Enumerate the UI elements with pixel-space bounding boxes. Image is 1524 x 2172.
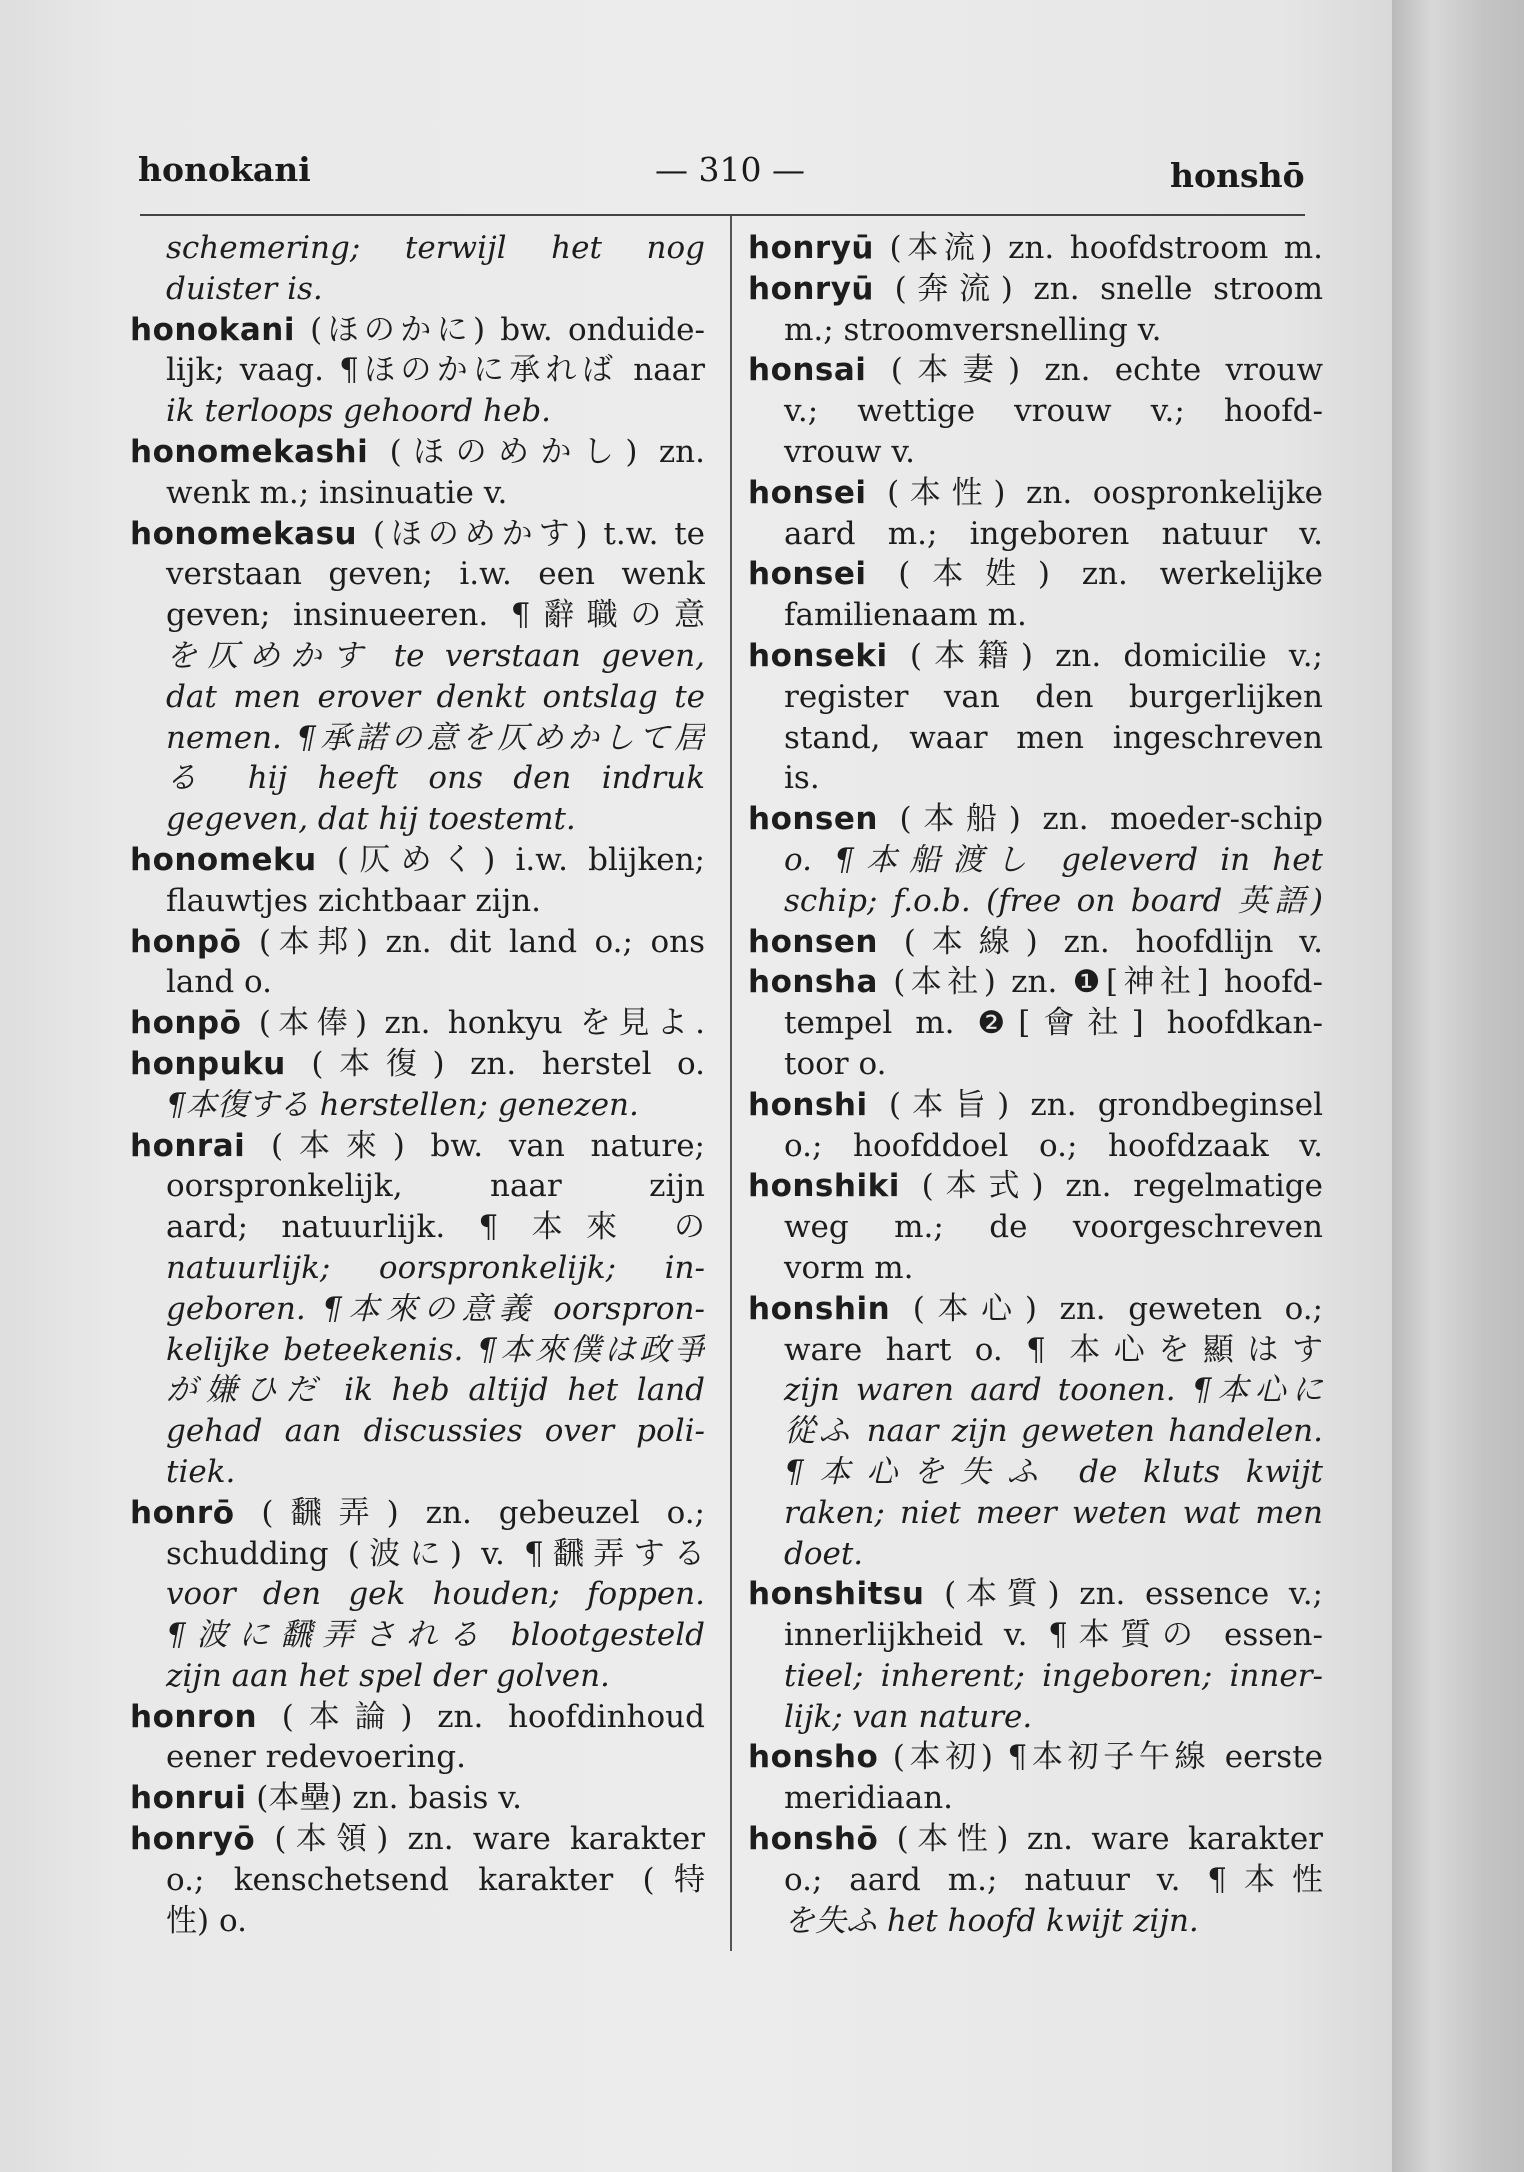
entry-text-line — [130, 677, 705, 718]
entry-text-line — [748, 840, 1323, 881]
entry-headword-line — [130, 1697, 705, 1738]
definition-text: (本旨) zn. grondbeginsel — [867, 1086, 1323, 1123]
headword: honsai — [748, 352, 867, 389]
definition-text: o. ¶本船渡し geleverd in het — [784, 841, 1323, 878]
definition-text: eener redevoering. — [166, 1739, 466, 1776]
definition-text: zijn aan het spel der golven. — [166, 1657, 610, 1694]
definition-text: nemen. ¶承諾の意を仄めかして居 — [166, 719, 705, 756]
headword: honshin — [748, 1290, 891, 1327]
definition-text: tieel; inherent; ingeboren; inner- — [784, 1657, 1323, 1694]
header-last-entry: honshō — [1170, 156, 1305, 195]
entry-text-line — [130, 1248, 705, 1289]
headword: honrui — [130, 1780, 247, 1817]
definition-text: (本籍) zn. domicilie v.; — [887, 637, 1323, 674]
definition-text: (本式) zn. regelmatige — [899, 1168, 1323, 1205]
entry-text-line — [130, 1615, 705, 1656]
definition-text: (本流) zn. hoofdstroom m. — [874, 230, 1323, 266]
definition-text: (奔流) zn. snelle stroom — [874, 270, 1323, 307]
definition-text: る hij heeft ons den indruk — [166, 760, 705, 797]
entry-headword-line — [130, 1044, 705, 1085]
entry-headword-line — [130, 1819, 705, 1860]
definition-text: (本姓) zn. werkelijke — [866, 556, 1323, 593]
headword: honshitsu — [748, 1576, 925, 1613]
definition-text: (ほのかに) bw. onduide- — [294, 311, 705, 348]
entry-text-line — [130, 1207, 705, 1248]
definition-text: ware hart o. ¶ 本心を顯はす — [784, 1331, 1323, 1368]
entry-text-line — [748, 1207, 1323, 1248]
definition-text: schemering; terwijl het nog — [166, 230, 705, 266]
definition-text: (本論) zn. hoofdinhoud — [257, 1698, 705, 1735]
entry-text-line — [130, 962, 705, 1003]
headword: honsei — [748, 474, 867, 511]
entry-text-line — [130, 1370, 705, 1411]
entry-text-line — [130, 1411, 705, 1452]
definition-text: o.; hoofddoel o.; hoofdzaak v. — [784, 1127, 1323, 1164]
headword: honsho — [748, 1739, 879, 1776]
entry-headword-line — [748, 1737, 1323, 1778]
definition-text: land o. — [166, 964, 273, 1001]
definition-text: が嫌ひだ ik heb altijd het land — [166, 1372, 705, 1409]
definition-text: o.; aard m.; natuur v. ¶本性 — [784, 1861, 1323, 1898]
entry-text-line — [130, 758, 705, 799]
headword: honpō — [130, 1005, 242, 1042]
definition-text: ¶本復する herstellen; genezen. — [166, 1086, 639, 1123]
headword: honpuku — [130, 1045, 286, 1082]
headword: honryū — [748, 270, 875, 307]
definition-text: toor o. — [784, 1045, 887, 1082]
entry-text-line — [130, 350, 705, 391]
definition-text: (本心) zn. geweten o.; — [890, 1290, 1323, 1327]
headword: honomeku — [130, 841, 317, 878]
right-column — [748, 228, 1323, 1941]
entry-headword-line — [130, 514, 705, 555]
entry-text-line — [130, 473, 705, 514]
page-header — [0, 150, 1400, 200]
entry-headword-line — [748, 269, 1323, 310]
headword: honomekasu — [130, 515, 358, 552]
definition-text: stand, waar men ingeschreven — [784, 719, 1323, 756]
entry-text-line — [130, 1452, 705, 1493]
headword: honshō — [748, 1821, 879, 1858]
definition-text: gehad aan discussies over poli- — [166, 1413, 705, 1450]
entry-text-line — [130, 1574, 705, 1615]
definition-text: vorm m. — [784, 1249, 914, 1286]
definition-text: (本性) zn. ware karakter — [878, 1821, 1323, 1858]
entry-text-line — [130, 269, 705, 310]
entry-text-line — [748, 391, 1323, 432]
definition-text: (本性) zn. oospronkelijke — [866, 474, 1323, 511]
definition-text: (本領) zn. ware karakter — [255, 1821, 705, 1858]
headword: honryū — [748, 230, 875, 266]
entry-headword-line — [748, 799, 1323, 840]
headword: honron — [130, 1698, 258, 1735]
headword: honsha — [748, 964, 878, 1001]
entry-headword-line — [748, 228, 1323, 269]
entry-text-line — [748, 1901, 1323, 1942]
entry-text-line — [748, 432, 1323, 473]
definition-text: o.; kenschetsend karakter (特 — [166, 1861, 705, 1898]
entry-text-line — [130, 554, 705, 595]
definition-text: lijk; van nature. — [784, 1698, 1033, 1735]
entry-text-line — [748, 1656, 1323, 1697]
definition-text: innerlijkheid v. ¶本質の essen- — [784, 1617, 1323, 1654]
headword: honsei — [748, 556, 867, 593]
definition-text: schip; f.o.b. (free on board 英語) — [784, 882, 1323, 919]
definition-text: (ほのめかす) t.w. te — [357, 515, 705, 552]
entry-text-line — [130, 228, 705, 269]
entry-text-line — [130, 1860, 705, 1901]
entry-headword-line — [130, 1778, 705, 1819]
entry-text-line — [748, 514, 1323, 555]
definition-text: (本俸) zn. honkyu を見よ. — [241, 1005, 705, 1042]
headword: honshi — [748, 1086, 868, 1123]
headword: honsen — [748, 801, 878, 838]
definition-text: 從ふ naar zijn geweten handelen. — [784, 1413, 1323, 1450]
definition-text: gegeven, dat hij toestemt. — [166, 801, 576, 838]
entry-text-line — [748, 1370, 1323, 1411]
headword: honseki — [748, 637, 888, 674]
entry-text-line — [130, 1166, 705, 1207]
entry-text-line — [748, 1330, 1323, 1371]
definition-text: meridiaan. — [784, 1780, 954, 1817]
definition-text: tempel m. ❷[會社] hoofdkan- — [784, 1005, 1323, 1042]
definition-text: (本船) zn. moeder-schip — [877, 801, 1323, 838]
entry-headword-line — [748, 554, 1323, 595]
definition-text: schudding (波に) v. ¶飜弄する — [166, 1535, 705, 1572]
entry-text-line — [130, 1534, 705, 1575]
entry-headword-line — [130, 840, 705, 881]
entry-text-line — [748, 1126, 1323, 1167]
left-column — [130, 228, 705, 1941]
entry-headword-line — [748, 962, 1323, 1003]
definition-text: vrouw v. — [784, 433, 916, 470]
entry-text-line — [130, 1656, 705, 1697]
entry-text-line — [130, 636, 705, 677]
entry-headword-line — [748, 350, 1323, 391]
entry-text-line — [130, 799, 705, 840]
definition-text: を失ふ het hoofd kwijt zijn. — [784, 1902, 1199, 1939]
entry-text-line — [748, 1493, 1323, 1534]
definition-text: (ほのめかし) zn. — [368, 433, 705, 470]
definition-text: verstaan geven; i.w. een wenk — [166, 556, 705, 593]
entry-text-line — [130, 718, 705, 759]
definition-text: v.; wettige vrouw v.; hoofd- — [784, 393, 1323, 430]
definition-text: voor den gek houden; foppen. — [166, 1576, 705, 1613]
entry-text-line — [748, 1697, 1323, 1738]
header-first-entry: honokani — [138, 150, 311, 189]
entry-text-line — [130, 1085, 705, 1126]
entry-headword-line — [130, 432, 705, 473]
column-divider — [730, 216, 732, 1951]
entry-text-line — [130, 1901, 705, 1942]
headword: honpō — [130, 923, 242, 960]
definition-text: ¶波に飜弄される blootgesteld — [166, 1617, 705, 1654]
headword: honrō — [130, 1494, 235, 1531]
entry-text-line — [748, 758, 1323, 799]
definition-text: dat men erover denkt ontslag te — [166, 678, 705, 715]
entry-headword-line — [130, 310, 705, 351]
entry-text-line — [130, 1737, 705, 1778]
definition-text: natuurlijk; oorspronkelijk; in- — [166, 1249, 705, 1286]
entry-text-line — [130, 1289, 705, 1330]
definition-text: raken; niet meer weten wat men — [784, 1494, 1323, 1531]
entry-text-line — [748, 310, 1323, 351]
definition-text: flauwtjes zichtbaar zijn. — [166, 882, 542, 919]
entry-text-line — [748, 1778, 1323, 1819]
page-number: — 310 — — [655, 150, 805, 189]
definition-text: is. — [784, 760, 820, 797]
entry-headword-line — [748, 1289, 1323, 1330]
entry-headword-line — [748, 922, 1323, 963]
definition-text: (仄めく) i.w. blijken; — [316, 841, 705, 878]
entry-headword-line — [748, 1819, 1323, 1860]
entry-text-line — [748, 1452, 1323, 1493]
entry-headword-line — [130, 1493, 705, 1534]
entry-headword-line — [748, 1085, 1323, 1126]
definition-text: m.; stroomversnelling v. — [784, 311, 1162, 348]
entry-headword-line — [748, 1574, 1323, 1615]
definition-text: kelijke beteekenis. ¶本來僕は政爭 — [166, 1331, 705, 1368]
entry-text-line — [748, 1411, 1323, 1452]
headword: honokani — [130, 311, 295, 348]
entry-text-line — [748, 1003, 1323, 1044]
definition-text: lijk; vaag. ¶ほのかに承れば naar — [166, 352, 705, 389]
entry-text-line — [130, 881, 705, 922]
definition-text: を仄めかす te verstaan geven, — [166, 637, 705, 674]
entry-headword-line — [748, 1166, 1323, 1207]
entry-text-line — [748, 1534, 1323, 1575]
definition-text: wenk m.; insinuatie v. — [166, 474, 508, 511]
entry-text-line — [748, 595, 1323, 636]
entry-text-line — [748, 718, 1323, 759]
definition-text: geboren. ¶本來の意義 oorspron- — [166, 1290, 705, 1327]
headword: honomekashi — [130, 433, 369, 470]
definition-text: (本邦) zn. dit land o.; ons — [241, 923, 705, 960]
definition-text: (本復) zn. herstel o. — [285, 1045, 705, 1082]
entry-headword-line — [748, 473, 1323, 514]
definition-text: (本社) zn. ❶[神社] hoofd- — [877, 964, 1323, 1001]
definition-text: (本初) ¶本初子午線 eerste — [878, 1739, 1323, 1776]
definition-text: tiek. — [166, 1453, 236, 1490]
entry-text-line — [748, 1044, 1323, 1085]
entry-text-line — [130, 391, 705, 432]
entry-text-line — [748, 1248, 1323, 1289]
definition-text: aard m.; ingeboren natuur v. — [784, 515, 1323, 552]
definition-text: aard; natuurlijk. ¶ 本來 の — [166, 1209, 705, 1246]
entry-text-line — [748, 1615, 1323, 1656]
entry-text-line — [748, 881, 1323, 922]
entry-headword-line — [130, 1003, 705, 1044]
definition-text: ik terloops gehoord heb. — [166, 393, 552, 430]
headword: honshiki — [748, 1168, 900, 1205]
definition-text: oorspronkelijk, naar zijn — [166, 1168, 705, 1205]
definition-text: (本壘) zn. basis v. — [246, 1780, 522, 1817]
definition-text: duister is. — [166, 270, 323, 307]
definition-text: familienaam m. — [784, 597, 1027, 634]
definition-text: zijn waren aard toonen. ¶本心に — [784, 1372, 1323, 1409]
definition-text: (本妻) zn. echte vrouw — [866, 352, 1323, 389]
definition-text: (本線) zn. hoofdlijn v. — [877, 923, 1323, 960]
entry-text-line — [130, 595, 705, 636]
entry-text-line — [748, 1860, 1323, 1901]
definition-text: geven; insinueeren. ¶辭職の意 — [166, 597, 705, 634]
entry-headword-line — [130, 922, 705, 963]
definition-text: (飜弄) zn. gebeuzel o.; — [234, 1494, 705, 1531]
definition-text: ¶本心を失ふ de kluts kwijt — [784, 1453, 1323, 1490]
definition-text: 性) o. — [166, 1902, 247, 1939]
entry-headword-line — [130, 1126, 705, 1167]
entry-text-line — [130, 1330, 705, 1371]
headword: honrai — [130, 1127, 246, 1164]
entry-text-line — [748, 677, 1323, 718]
headword: honryō — [130, 1821, 256, 1858]
definition-text: (本質) zn. essence v.; — [924, 1576, 1323, 1613]
definition-text: (本來) bw. van nature; — [245, 1127, 705, 1164]
definition-text: doet. — [784, 1535, 864, 1572]
definition-text: register van den burgerlijken — [784, 678, 1323, 715]
header-rule — [140, 214, 1305, 216]
book-gutter — [1392, 0, 1524, 2172]
headword: honsen — [748, 923, 878, 960]
definition-text: weg m.; de voorgeschreven — [784, 1209, 1323, 1246]
entry-headword-line — [748, 636, 1323, 677]
